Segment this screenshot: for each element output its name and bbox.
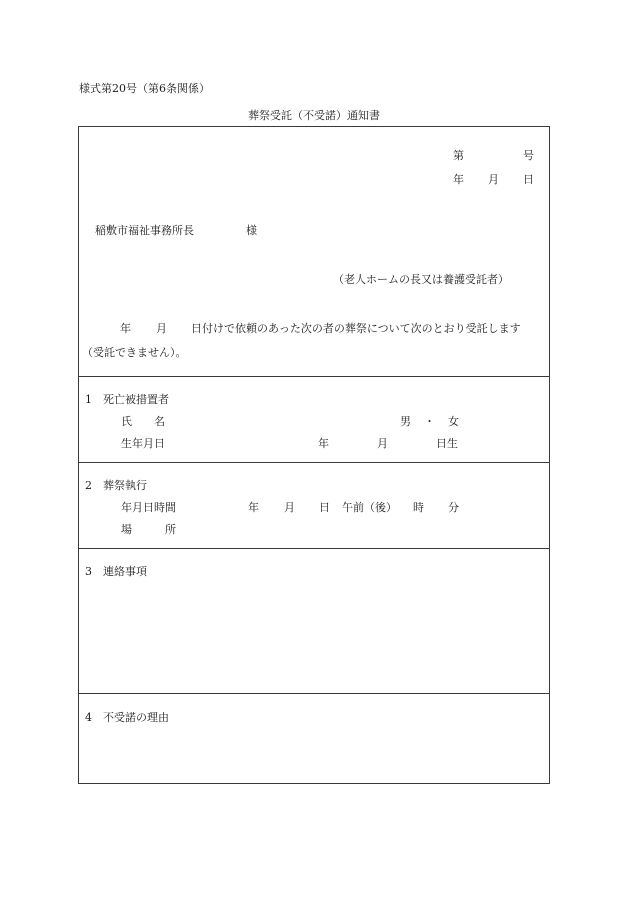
funeral-day: 日 [319,501,330,514]
divider-header [79,376,549,377]
date-year: 年 [453,173,464,186]
gender-male: 男 [400,415,411,428]
document-title: 葬祭受託（不受諾）通知書 [248,109,380,122]
divider-section1 [79,462,549,463]
section3-heading: 3 連絡事項 [85,565,147,578]
funeral-datetime-label: 年月日時間 [121,501,176,514]
section2-heading: 2 葬祭執行 [85,479,147,492]
birth-month: 月 [377,437,388,450]
form-number: 様式第20号（第6条関係） [79,82,210,95]
birth-year: 年 [318,437,329,450]
funeral-minute: 分 [448,501,459,514]
funeral-month: 月 [284,501,295,514]
body-line2: （受託できません）。 [82,346,187,359]
section4-heading: 4 不受諾の理由 [85,711,169,724]
name-label: 氏 名 [121,415,165,428]
section1-heading: 1 死亡被措置者 [85,393,169,406]
body-month: 月 [156,322,167,335]
divider-section3 [79,693,549,694]
number-prefix: 第 [453,149,464,162]
date-month: 月 [488,173,499,186]
place-label: 場 所 [121,523,176,536]
gender-separator: ・ [424,415,435,428]
funeral-year: 年 [248,501,259,514]
addressee-office: 稲敷市福祉事務所長 [95,224,194,237]
funeral-hour: 時 [413,501,424,514]
body-line1: 日付けで依頼のあった次の者の葬祭について次のとおり受託します [191,322,521,335]
funeral-ampm: 午前（後） [342,501,397,514]
sender-label: （老人ホームの長又は養護受託者） [333,273,509,286]
addressee-honorific: 様 [246,224,257,237]
body-year: 年 [120,322,131,335]
birth-day: 日生 [436,437,458,450]
divider-section2 [79,548,549,549]
date-day: 日 [523,173,534,186]
birth-label: 生年月日 [121,437,165,450]
number-suffix: 号 [523,149,534,162]
gender-female: 女 [448,415,459,428]
